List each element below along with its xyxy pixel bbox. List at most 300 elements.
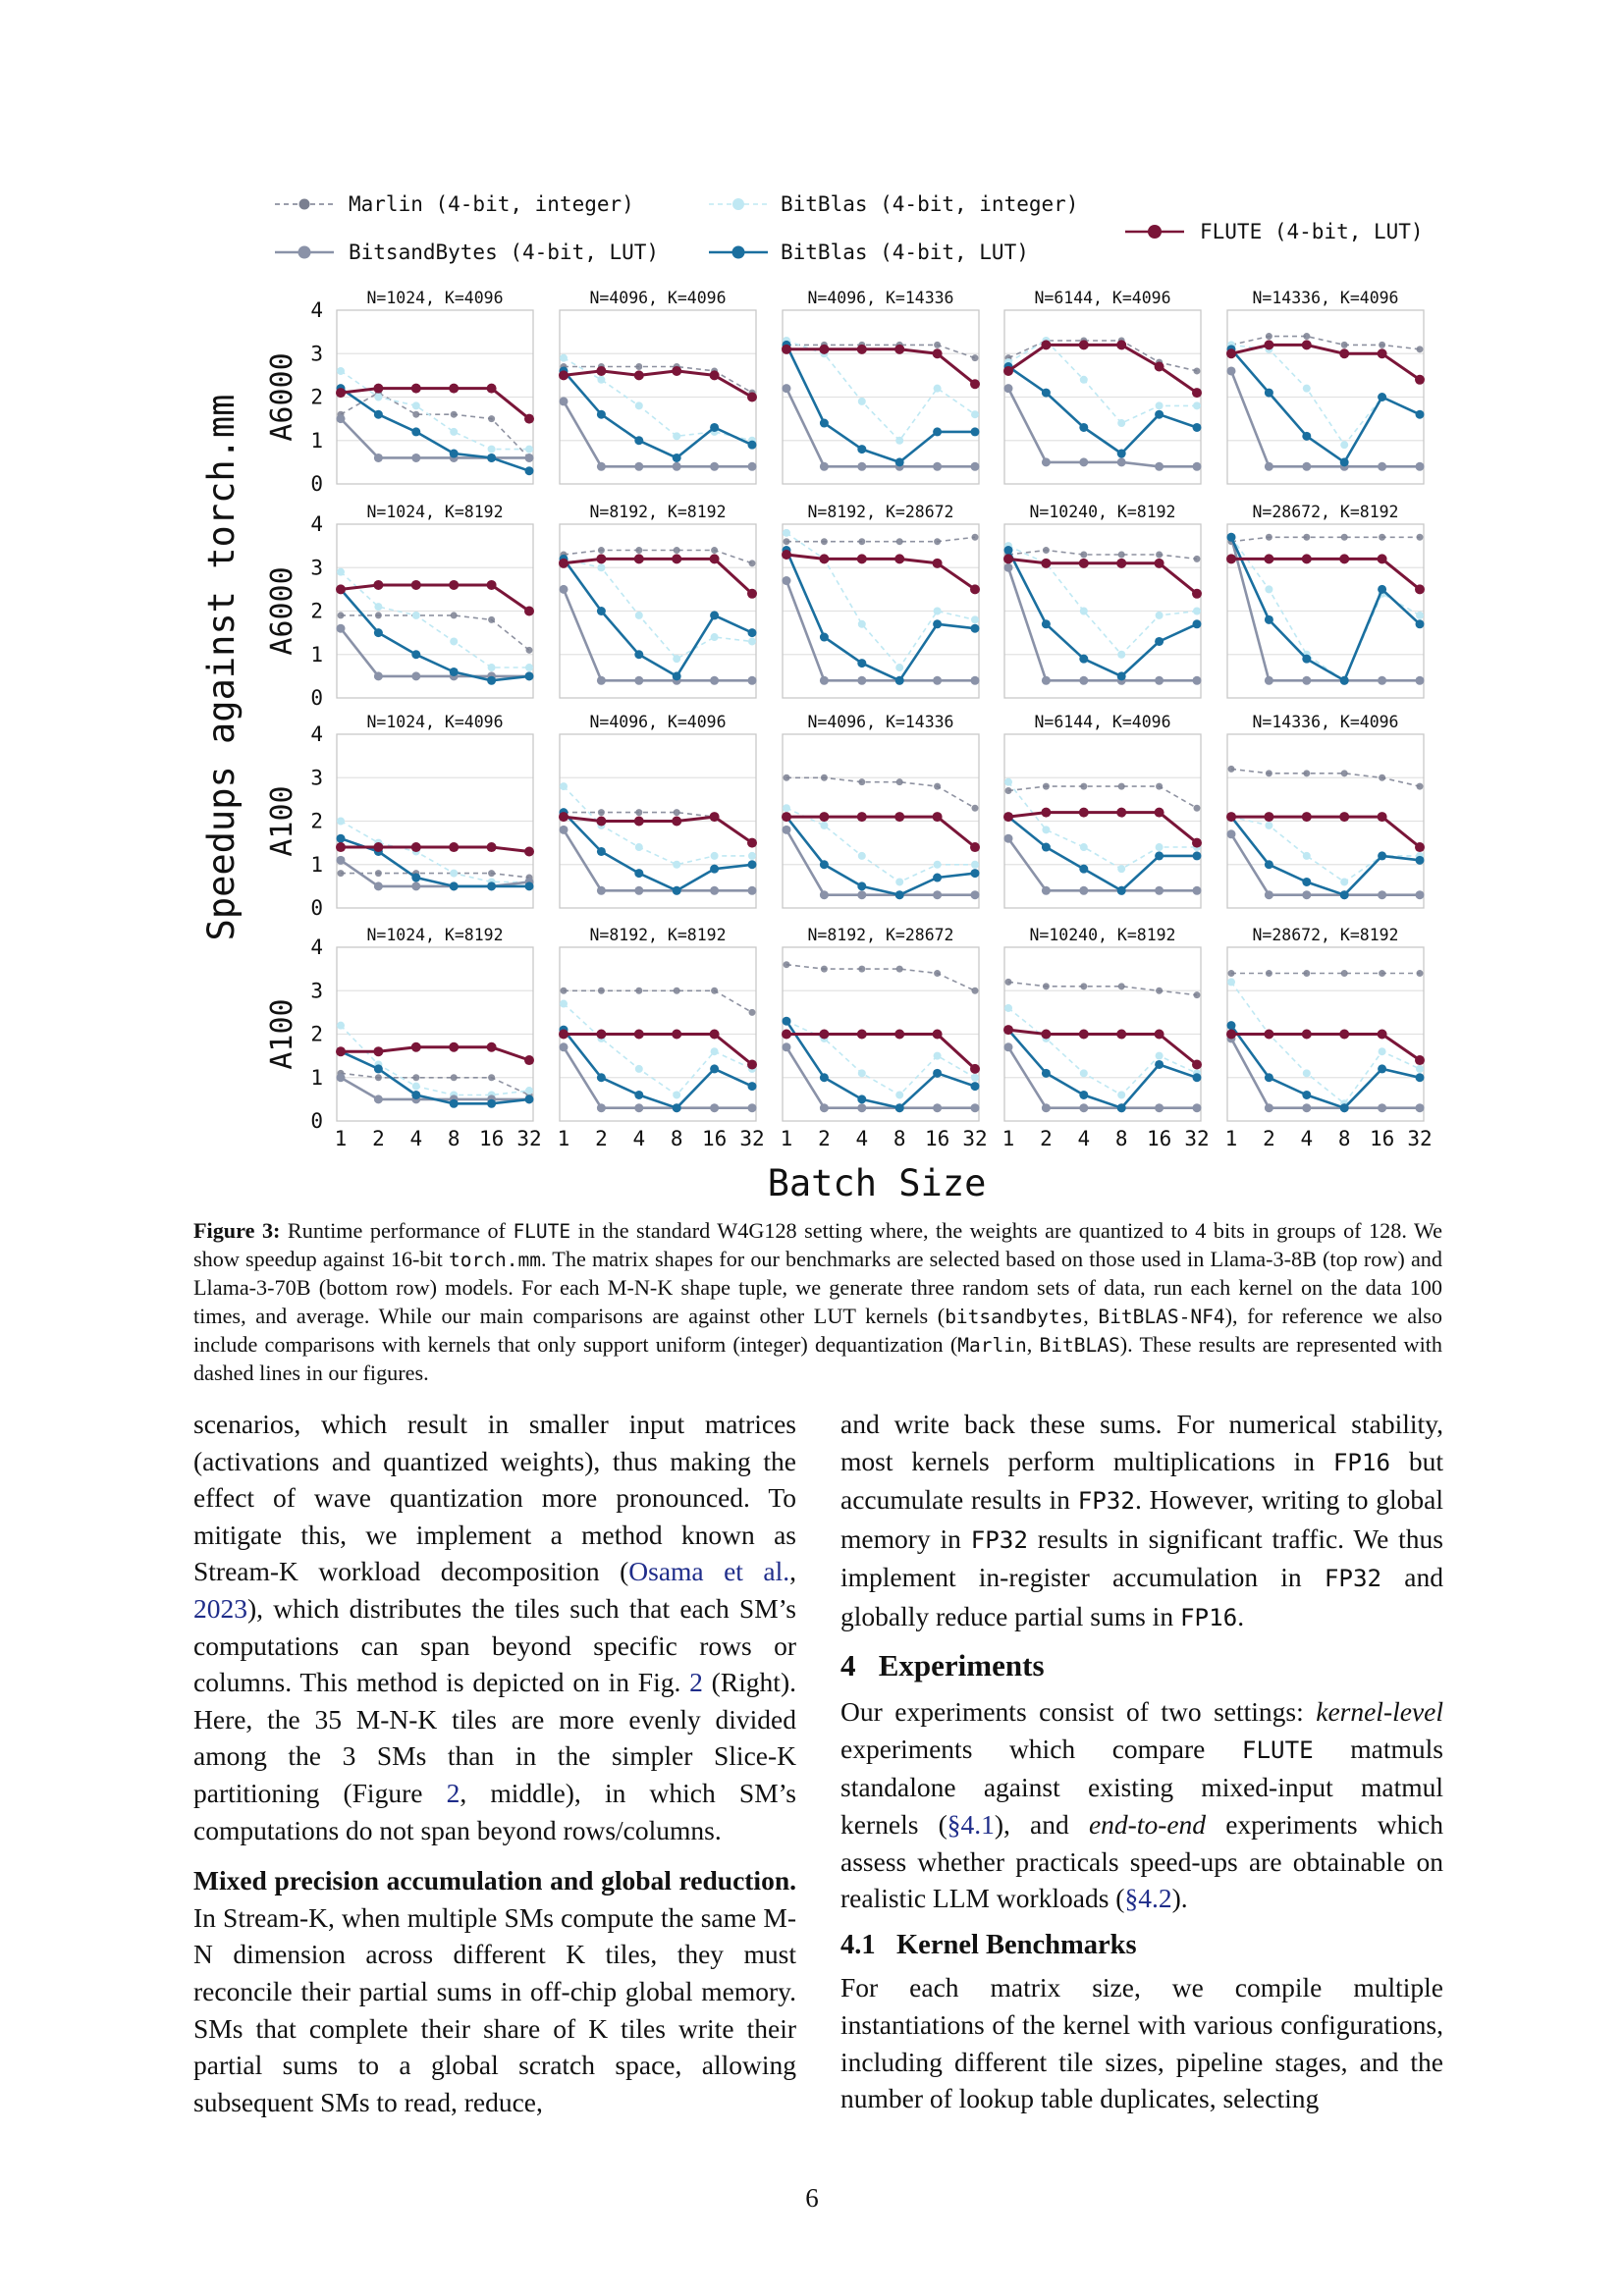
legend bbox=[275, 192, 1424, 264]
data-point-bnb bbox=[525, 454, 534, 462]
legend-item bbox=[275, 240, 659, 264]
data-point-bitblas_lut bbox=[487, 881, 496, 890]
text: but accumulate results in bbox=[840, 1445, 1443, 1516]
data-point-bnb bbox=[1302, 676, 1311, 685]
data-point-bnb bbox=[411, 454, 420, 462]
data-point-bnb bbox=[1042, 1103, 1051, 1112]
data-point-bitblas_lut bbox=[1265, 615, 1273, 624]
panel-12 bbox=[559, 713, 757, 908]
data-point-flute bbox=[373, 1046, 383, 1056]
data-point-marlin bbox=[338, 870, 345, 877]
data-point-marlin bbox=[1417, 346, 1424, 352]
data-point-marlin bbox=[1417, 970, 1424, 977]
data-point-bitblas_int bbox=[1080, 843, 1088, 851]
data-point-flute bbox=[894, 812, 904, 822]
series-line-marlin bbox=[786, 537, 975, 541]
section-ref-link[interactable]: §4.2 bbox=[1124, 1883, 1172, 1914]
data-point-bitblas_int bbox=[1156, 612, 1164, 619]
legend-label: BitsandBytes (4-bit, LUT) bbox=[349, 240, 660, 264]
series-line-marlin bbox=[564, 990, 752, 1012]
data-point-bitblas_int bbox=[673, 432, 680, 440]
data-point-bitblas_lut bbox=[748, 628, 757, 637]
x-tick-label: 2 bbox=[1040, 1127, 1053, 1150]
data-point-bitblas_int bbox=[971, 615, 979, 623]
data-point-bitblas_lut bbox=[1155, 410, 1164, 419]
data-point-bitblas_lut bbox=[971, 1082, 980, 1091]
panel-13 bbox=[782, 713, 980, 908]
data-point-bitblas_int bbox=[1265, 822, 1272, 829]
section-heading bbox=[840, 1647, 1443, 1684]
data-point-bnb bbox=[597, 1103, 606, 1112]
data-point-bitblas_lut bbox=[634, 650, 643, 659]
data-point-bitblas_lut bbox=[450, 450, 459, 458]
data-point-flute bbox=[487, 1042, 497, 1052]
data-point-flute bbox=[1302, 554, 1312, 563]
y-tick-label: 0 bbox=[310, 472, 323, 496]
data-point-bnb bbox=[560, 585, 568, 594]
data-point-bitblas_int bbox=[597, 563, 605, 571]
data-point-flute bbox=[634, 817, 644, 827]
data-point-marlin bbox=[635, 809, 642, 816]
x-tick-label: 4 bbox=[409, 1127, 423, 1150]
data-point-bitblas_int bbox=[711, 633, 719, 641]
code: FP32 bbox=[970, 1525, 1028, 1554]
data-point-marlin bbox=[749, 1009, 756, 1016]
row-label: A6000 bbox=[265, 566, 299, 656]
x-tick-label: 2 bbox=[595, 1127, 608, 1150]
data-point-flute bbox=[449, 384, 459, 394]
data-point-bitblas_lut bbox=[1265, 389, 1273, 398]
series-line-bitblas_int bbox=[1231, 982, 1420, 1103]
data-point-marlin bbox=[1118, 983, 1125, 989]
citation-link[interactable]: Osama et al. bbox=[628, 1556, 790, 1587]
data-point-flute bbox=[894, 1030, 904, 1040]
data-point-marlin bbox=[749, 560, 756, 566]
data-point-flute bbox=[524, 846, 534, 856]
left-column bbox=[193, 1406, 796, 2120]
data-point-bnb bbox=[1079, 457, 1088, 466]
data-point-marlin bbox=[972, 988, 979, 994]
data-point-marlin bbox=[934, 783, 941, 790]
data-point-marlin bbox=[972, 354, 979, 361]
data-point-bitblas_lut bbox=[1193, 619, 1202, 628]
panel-8 bbox=[782, 503, 980, 698]
x-tick-label: 32 bbox=[1184, 1127, 1210, 1150]
data-point-bnb bbox=[1042, 886, 1051, 895]
text: results in significant traffic. We thus implement in-register accumulation in bbox=[840, 1522, 1443, 1593]
row-label: A100 bbox=[265, 998, 299, 1070]
data-point-flute bbox=[559, 370, 568, 380]
panel-title: N=8192, K=8192 bbox=[589, 926, 727, 944]
data-point-flute bbox=[1378, 1030, 1387, 1040]
text: . However, writing to global memory in bbox=[840, 1484, 1443, 1554]
caption-label: Figure 3: bbox=[193, 1218, 281, 1243]
panel-4 bbox=[1003, 289, 1202, 484]
data-point-flute bbox=[1155, 362, 1164, 372]
paragraph bbox=[840, 1406, 1443, 1637]
data-point-bitblas_int bbox=[1042, 826, 1050, 833]
data-point-bitblas_lut bbox=[450, 667, 459, 676]
data-point-marlin bbox=[1303, 770, 1310, 776]
data-point-flute bbox=[1155, 1030, 1164, 1040]
data-point-marlin bbox=[451, 411, 458, 418]
series-line-bitblas_int bbox=[564, 786, 752, 865]
data-point-bitblas_int bbox=[525, 446, 533, 454]
data-point-flute bbox=[1378, 554, 1387, 563]
data-point-bitblas_lut bbox=[971, 427, 980, 436]
data-point-bitblas_int bbox=[1004, 1004, 1012, 1012]
data-point-bitblas_lut bbox=[895, 890, 904, 899]
series-line-bnb bbox=[564, 589, 752, 680]
data-point-marlin bbox=[1118, 551, 1125, 558]
data-point-bitblas_lut bbox=[673, 1103, 681, 1112]
series-line-bitblas_int bbox=[564, 559, 752, 659]
figure-ref-link[interactable]: 2 bbox=[689, 1667, 703, 1698]
data-point-flute bbox=[1079, 340, 1089, 349]
data-point-flute bbox=[1079, 1030, 1089, 1040]
series-line-marlin bbox=[786, 777, 975, 808]
data-point-bnb bbox=[1416, 890, 1425, 899]
data-point-bitblas_int bbox=[820, 822, 828, 829]
subsection-number: 4.1 bbox=[840, 1929, 876, 1960]
panel-title: N=4096, K=4096 bbox=[589, 713, 727, 731]
data-point-bitblas_lut bbox=[1117, 450, 1126, 458]
text: Our experiments consist of two settings: bbox=[840, 1696, 1317, 1728]
data-point-bitblas_int bbox=[1193, 608, 1201, 615]
data-point-flute bbox=[710, 1030, 720, 1040]
data-point-bitblas_int bbox=[374, 394, 382, 401]
data-point-bitblas_lut bbox=[1378, 851, 1386, 860]
data-point-bitblas_int bbox=[1340, 878, 1348, 885]
text: scenarios, which result in smaller input matrices (activations and quantized weights), thus making the effect of wave quantization more pronounced. To mitigate this, we implement a method known as Stream-K workload decomposition ( bbox=[193, 1409, 796, 1587]
legend-label: FLUTE (4-bit, LUT) bbox=[1200, 220, 1424, 243]
data-point-marlin bbox=[1379, 774, 1385, 781]
data-point-flute bbox=[1226, 1030, 1236, 1040]
data-point-bitblas_int bbox=[1227, 978, 1235, 986]
data-point-bnb bbox=[1193, 676, 1202, 685]
figure-ref-link[interactable]: 2 bbox=[446, 1777, 460, 1808]
data-point-flute bbox=[1226, 812, 1236, 822]
data-point-bitblas_lut bbox=[1155, 637, 1164, 646]
data-point-bnb bbox=[634, 886, 643, 895]
data-point-marlin bbox=[1005, 787, 1012, 794]
data-point-bitblas_int bbox=[895, 1091, 903, 1098]
data-point-flute bbox=[596, 554, 606, 563]
data-point-flute bbox=[970, 379, 980, 389]
data-point-marlin bbox=[934, 538, 941, 545]
data-point-flute bbox=[336, 1046, 346, 1056]
data-point-bitblas_int bbox=[711, 1047, 719, 1055]
data-point-bnb bbox=[783, 576, 791, 585]
data-point-bitblas_lut bbox=[1416, 619, 1425, 628]
data-point-bitblas_lut bbox=[1302, 432, 1311, 441]
series-line-flute bbox=[786, 349, 975, 384]
data-point-flute bbox=[672, 366, 681, 376]
data-point-bitblas_lut bbox=[820, 1073, 829, 1082]
data-point-flute bbox=[710, 370, 720, 380]
data-point-flute bbox=[782, 812, 791, 822]
row-label: A100 bbox=[265, 785, 299, 857]
series-line-bnb bbox=[1231, 1039, 1420, 1108]
data-point-bitblas_int bbox=[1156, 843, 1164, 851]
data-point-flute bbox=[1192, 388, 1202, 398]
series-line-flute bbox=[786, 555, 975, 589]
data-point-flute bbox=[1226, 554, 1236, 563]
y-tick-label: 4 bbox=[310, 935, 323, 959]
data-point-marlin bbox=[858, 966, 865, 973]
data-point-flute bbox=[1041, 559, 1051, 568]
caption-text: in the standard W4G128 setting where, the weights are quantized to 4 bits in groups of 128. We show speedup against 16-bit bbox=[193, 1218, 1442, 1272]
data-point-marlin bbox=[896, 538, 903, 545]
data-point-bitblas_int bbox=[1080, 376, 1088, 384]
data-point-bitblas_lut bbox=[1416, 1073, 1425, 1082]
data-point-bitblas_int bbox=[934, 1052, 942, 1060]
data-point-marlin bbox=[972, 534, 979, 541]
data-point-bitblas_lut bbox=[411, 1091, 420, 1099]
data-point-bitblas_lut bbox=[1340, 676, 1349, 685]
data-point-flute bbox=[819, 554, 829, 563]
data-point-bitblas_lut bbox=[1302, 655, 1311, 664]
data-point-bnb bbox=[1042, 676, 1051, 685]
data-point-bitblas_lut bbox=[525, 671, 534, 680]
caption-code: BitBLAS-NF4 bbox=[1098, 1305, 1225, 1328]
panel-title: N=10240, K=8192 bbox=[1029, 503, 1176, 521]
data-point-flute bbox=[970, 1064, 980, 1074]
data-point-bnb bbox=[411, 881, 420, 890]
subsection-heading bbox=[840, 1927, 1443, 1964]
panel-title: N=28672, K=8192 bbox=[1252, 926, 1399, 944]
data-point-bitblas_lut bbox=[1340, 890, 1349, 899]
data-point-bnb bbox=[1416, 676, 1425, 685]
x-tick-label: 2 bbox=[1263, 1127, 1275, 1150]
data-point-marlin bbox=[674, 809, 680, 816]
text: experiments which assess whether practicals speed-ups are obtainable on realistic LLM workloads ( bbox=[840, 1808, 1443, 1914]
data-point-flute bbox=[1003, 1025, 1013, 1035]
data-point-flute bbox=[1079, 559, 1089, 568]
data-point-bitblas_lut bbox=[1378, 1064, 1386, 1073]
data-point-bnb bbox=[857, 890, 866, 899]
data-point-marlin bbox=[1194, 556, 1201, 562]
series-line-bnb bbox=[341, 1078, 529, 1099]
data-point-marlin bbox=[711, 988, 718, 994]
y-tick-label: 1 bbox=[310, 1065, 323, 1090]
data-point-bitblas_int bbox=[635, 612, 643, 619]
panel-title: N=8192, K=8192 bbox=[589, 503, 727, 521]
data-point-bnb bbox=[634, 462, 643, 471]
text: ), and bbox=[994, 1808, 1089, 1840]
data-point-marlin bbox=[1266, 970, 1272, 977]
series-line-bitblas_lut bbox=[341, 589, 529, 680]
data-point-marlin bbox=[934, 970, 941, 977]
legend-swatch-marker bbox=[298, 246, 311, 259]
panel-title: N=4096, K=14336 bbox=[807, 289, 954, 307]
data-point-bitblas_lut bbox=[487, 454, 496, 462]
data-point-bnb bbox=[1004, 384, 1013, 393]
y-tick-label: 0 bbox=[310, 896, 323, 920]
data-point-flute bbox=[710, 812, 720, 822]
panel-20 bbox=[1225, 926, 1433, 1150]
panel-title: N=14336, K=4096 bbox=[1252, 713, 1399, 731]
section-ref-link[interactable]: §4.1 bbox=[947, 1808, 995, 1840]
data-point-bitblas_lut bbox=[487, 1099, 496, 1108]
data-point-bnb bbox=[971, 462, 980, 471]
data-point-bitblas_lut bbox=[597, 607, 606, 615]
panel-6 bbox=[265, 503, 534, 710]
x-tick-label: 1 bbox=[780, 1127, 793, 1150]
data-point-flute bbox=[373, 384, 383, 394]
data-point-flute bbox=[782, 550, 791, 560]
code: FP32 bbox=[1324, 1565, 1382, 1593]
data-point-marlin bbox=[1379, 970, 1385, 977]
data-point-bitblas_lut bbox=[634, 436, 643, 445]
data-point-flute bbox=[487, 384, 497, 394]
caption-text: , bbox=[1083, 1303, 1099, 1328]
data-point-marlin bbox=[451, 612, 458, 618]
x-tick-label: 16 bbox=[478, 1127, 505, 1150]
panel-11 bbox=[265, 713, 534, 920]
data-point-flute bbox=[411, 384, 421, 394]
data-point-bnb bbox=[634, 1103, 643, 1112]
data-point-flute bbox=[672, 817, 681, 827]
data-point-bitblas_lut bbox=[1079, 423, 1088, 432]
data-point-bitblas_lut bbox=[895, 676, 904, 685]
data-point-flute bbox=[857, 554, 867, 563]
data-point-flute bbox=[1041, 340, 1051, 349]
panel-title: N=8192, K=28672 bbox=[807, 926, 954, 944]
data-point-bitblas_int bbox=[412, 1083, 420, 1091]
data-point-marlin bbox=[598, 809, 605, 816]
data-point-bnb bbox=[1378, 462, 1386, 471]
caption-code: bitsandbytes bbox=[945, 1305, 1084, 1328]
x-tick-label: 16 bbox=[1369, 1127, 1395, 1150]
data-point-bitblas_lut bbox=[450, 881, 459, 890]
data-point-bitblas_int bbox=[488, 664, 496, 671]
data-point-flute bbox=[672, 554, 681, 563]
panel-16 bbox=[265, 926, 542, 1150]
data-point-flute bbox=[894, 554, 904, 563]
data-point-bitblas_lut bbox=[1004, 546, 1013, 555]
legend-swatch-marker bbox=[732, 246, 745, 259]
series-line-marlin bbox=[1231, 537, 1420, 541]
data-point-bitblas_lut bbox=[857, 1095, 866, 1103]
data-point-bitblas_int bbox=[1303, 1069, 1311, 1077]
data-point-bnb bbox=[857, 676, 866, 685]
legend-swatch-marker bbox=[1148, 225, 1162, 239]
data-point-bitblas_int bbox=[1117, 419, 1125, 427]
data-point-bitblas_int bbox=[337, 1022, 345, 1030]
section-title: Experiments bbox=[878, 1647, 1045, 1682]
figure-caption bbox=[193, 1217, 1442, 1387]
data-point-bitblas_int bbox=[1379, 1047, 1386, 1055]
data-point-bitblas_lut bbox=[525, 466, 534, 475]
data-point-bitblas_int bbox=[1416, 1065, 1424, 1073]
data-point-bitblas_lut bbox=[783, 1017, 791, 1026]
data-point-bitblas_int bbox=[971, 861, 979, 869]
data-point-flute bbox=[634, 370, 644, 380]
y-tick-label: 1 bbox=[310, 642, 323, 667]
data-point-marlin bbox=[674, 988, 680, 994]
data-point-bitblas_int bbox=[673, 1091, 680, 1098]
data-point-bitblas_int bbox=[748, 852, 756, 860]
series-line-bnb bbox=[1008, 389, 1197, 467]
legend-label: BitBlas (4-bit, integer) bbox=[781, 192, 1079, 216]
data-point-bitblas_lut bbox=[597, 410, 606, 419]
data-point-marlin bbox=[598, 547, 605, 554]
data-point-bnb bbox=[374, 671, 383, 680]
panel-15 bbox=[1226, 713, 1425, 908]
panel-1 bbox=[265, 289, 534, 496]
data-point-flute bbox=[819, 1030, 829, 1040]
citation-year-link[interactable]: 2023 bbox=[193, 1592, 247, 1624]
x-tick-label: 1 bbox=[334, 1127, 348, 1150]
data-point-bitblas_lut bbox=[673, 671, 681, 680]
data-point-bitblas_int bbox=[1303, 385, 1311, 393]
data-point-flute bbox=[596, 1030, 606, 1040]
caption-text: . The matrix shapes for our benchmarks are selected based on those used in Llama-3-8B (top row) and Llama-3-70B (bottom row) models. For each M-N-K shape tuple, we generate three random sets of data, run each kernel on the data 100 times, and average. While our main comparisons are against other LUT kernels ( bbox=[193, 1247, 1442, 1328]
data-point-marlin bbox=[488, 870, 495, 877]
series-line-bitblas_int bbox=[786, 808, 975, 881]
data-point-flute bbox=[672, 1030, 681, 1040]
data-point-flute bbox=[970, 842, 980, 852]
data-point-flute bbox=[1155, 559, 1164, 568]
data-point-flute bbox=[449, 1042, 459, 1052]
data-point-flute bbox=[1339, 348, 1349, 358]
data-point-bnb bbox=[560, 1042, 568, 1051]
series-line-marlin bbox=[786, 965, 975, 991]
data-point-flute bbox=[819, 345, 829, 354]
data-point-marlin bbox=[1194, 991, 1201, 998]
data-point-bnb bbox=[1193, 462, 1202, 471]
data-point-bnb bbox=[971, 890, 980, 899]
data-point-flute bbox=[1226, 348, 1236, 358]
data-point-bnb bbox=[820, 462, 829, 471]
data-point-bnb bbox=[1155, 462, 1164, 471]
code: FP16 bbox=[1332, 1448, 1391, 1476]
data-point-flute bbox=[634, 554, 644, 563]
data-point-bnb bbox=[1079, 1103, 1088, 1112]
data-point-bnb bbox=[1193, 886, 1202, 895]
x-tick-label: 8 bbox=[1114, 1127, 1128, 1150]
data-point-bitblas_int bbox=[450, 428, 458, 436]
data-point-bitblas_int bbox=[1117, 651, 1125, 659]
x-tick-label: 16 bbox=[1146, 1127, 1172, 1150]
data-point-bnb bbox=[560, 397, 568, 405]
y-tick-label: 2 bbox=[310, 599, 323, 623]
data-point-bitblas_lut bbox=[1079, 655, 1088, 664]
data-point-bitblas_lut bbox=[450, 1099, 459, 1108]
data-point-marlin bbox=[674, 547, 680, 554]
data-point-bnb bbox=[337, 856, 346, 865]
data-point-flute bbox=[1415, 1055, 1425, 1065]
series-line-flute bbox=[1231, 559, 1420, 589]
data-point-bitblas_lut bbox=[857, 445, 866, 454]
caption-text: Runtime performance of bbox=[280, 1218, 514, 1243]
data-point-bnb bbox=[820, 676, 829, 685]
series-line-marlin bbox=[786, 345, 975, 357]
data-point-bnb bbox=[1416, 1103, 1425, 1112]
data-point-flute bbox=[1339, 812, 1349, 822]
data-point-bnb bbox=[971, 1103, 980, 1112]
data-point-flute bbox=[1116, 559, 1126, 568]
data-point-bitblas_int bbox=[560, 354, 568, 362]
legend-item bbox=[275, 192, 634, 216]
data-point-bitblas_lut bbox=[895, 457, 904, 466]
caption-code: FLUTE bbox=[513, 1220, 571, 1243]
data-point-bitblas_int bbox=[858, 398, 866, 405]
text: . bbox=[1237, 1600, 1245, 1631]
series-line-flute bbox=[1231, 345, 1420, 379]
data-point-marlin bbox=[1118, 783, 1125, 790]
